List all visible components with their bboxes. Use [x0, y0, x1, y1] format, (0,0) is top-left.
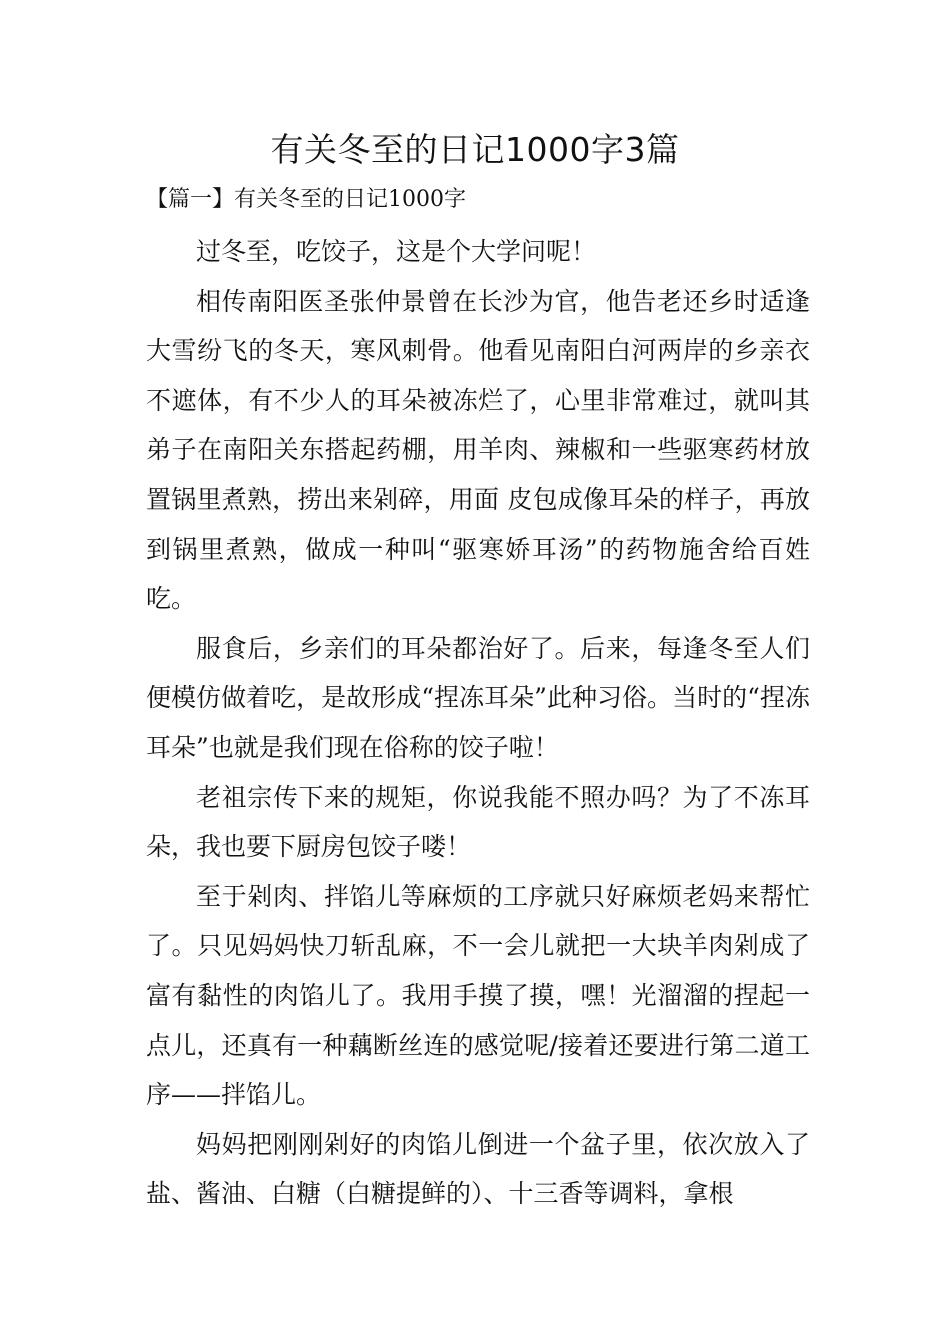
- paragraph-6: 妈妈把刚刚剁好的肉馅儿倒进一个盆子里，依次放入了盐、酱油、白糖（白糖提鲜的）、十三香等调料，拿根: [146, 1129, 810, 1209]
- section-heading: 【篇一】有关冬至的日记1000字: [146, 187, 466, 212]
- document-title: 有关冬至的日记1000字3篇: [270, 130, 680, 169]
- paragraph-4: 老祖宗传下来的规矩，你说我能不照办吗？为了不冻耳朵，我也要下厨房包饺子喽！: [146, 782, 810, 862]
- paragraph-5: 至于剁肉、拌馅儿等麻烦的工序就只好麻烦老妈来帮忙了。只见妈妈快刀斩乱麻，不一会儿就把一大块羊肉剁成了富有黏性的肉馅儿了。我用手摸了摸，嘿！光溜溜的捏起一点儿，还真有一种藕断丝连的感觉呢/接着还要进行第二道工序——拌馅儿。: [146, 881, 810, 1110]
- paragraph-2: 相传南阳医圣张仲景曾在长沙为官，他告老还乡时适逢大雪纷飞的冬天，寒风刺骨。他看见南阳白河两岸的乡亲衣不遮体，有不少人的耳朵被冻烂了，心里非常难过，就叫其弟子在南阳关东搭起药棚，用羊肉、辣椒和一些驱寒药材放置锅里煮熟，捞出来剁碎，用面 皮包成像耳朵的样子，再放到锅里煮熟，做成一种叫“驱寒娇耳汤”的药物施舍给百姓吃。: [146, 286, 810, 614]
- paragraph-3: 服食后，乡亲们的耳朵都治好了。后来，每逢冬至人们便模仿做着吃，是故形成“捏冻耳朵”此种习俗。当时的“捏冻耳朵”也就是我们现在俗称的饺子啦！: [146, 633, 810, 762]
- document-body: [146, 227, 810, 1219]
- paragraph-1: 过冬至，吃饺子，这是个大学问呢！: [196, 237, 597, 266]
